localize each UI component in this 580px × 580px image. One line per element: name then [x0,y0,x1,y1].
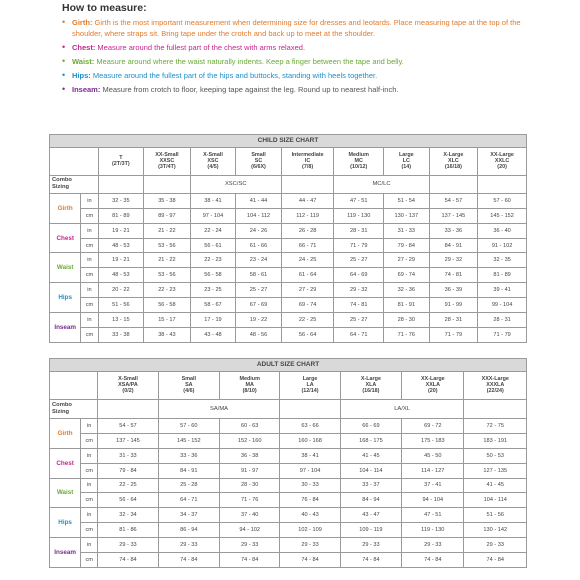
table-cell: 21 - 22 [144,253,191,268]
measure-row-chest-in [50,448,527,463]
table-cell: 26 - 28 [281,223,334,238]
unit-label: cm [81,208,98,223]
combo-empty [281,175,334,193]
instruction-label: Inseam: [72,85,101,94]
table-cell: 57 - 60 [478,193,527,208]
table-cell: 41 - 44 [236,193,282,208]
table-cell: 56 - 58 [190,268,236,283]
table-cell: 28 - 31 [334,223,384,238]
unit-label: cm [81,523,98,538]
table-cell: 24 - 25 [281,253,334,268]
combo-group: XSC/SC [190,175,281,193]
table-cell: 53 - 56 [144,238,191,253]
table-cell: 69 - 72 [402,418,464,433]
table-cell: 25 - 28 [158,478,219,493]
table-cell: 51 - 56 [98,298,144,313]
measure-row-girth-in [50,193,527,208]
measure-label-waist: Waist [50,478,81,508]
size-column-header: Large LA (12/14) [280,371,340,399]
size-column-header: X-Large XLC (16/18) [429,147,478,175]
table-cell: 119 - 130 [402,523,464,538]
table-cell: 31 - 33 [384,223,430,238]
table-cell: 38 - 41 [190,193,236,208]
table-cell: 22 - 25 [98,478,158,493]
table-cell: 36 - 40 [478,223,527,238]
table-cell: 56 - 64 [98,493,158,508]
table-cell: 29 - 33 [402,538,464,553]
table-cell: 58 - 61 [236,268,282,283]
table-cell: 130 - 137 [384,208,430,223]
table-cell: 22 - 23 [144,283,191,298]
table-cell: 56 - 64 [281,328,334,343]
table-cell: 29 - 33 [464,538,527,553]
table-cell: 97 - 104 [280,463,340,478]
combo-empty [98,175,144,193]
table-cell: 13 - 15 [98,313,144,328]
measure-row-inseam-cm [50,328,527,343]
unit-label: in [81,313,98,328]
measure-label-hips: Hips [50,508,81,538]
table-cell: 71 - 76 [220,493,280,508]
table-cell: 29 - 33 [340,538,401,553]
table-cell: 33 - 37 [340,478,401,493]
how-to-measure-section [62,2,532,98]
table-cell: 109 - 119 [340,523,401,538]
combo-group: LA/XL [340,399,464,418]
size-header-blank [50,147,99,175]
table-cell: 81 - 89 [98,208,144,223]
combo-empty [98,399,158,418]
table-cell: 19 - 21 [98,223,144,238]
instruction-label: Chest: [72,43,96,52]
measure-label-inseam: Inseam [50,313,81,343]
unit-label: in [81,478,98,493]
table-cell: 104 - 114 [340,463,401,478]
table-cell: 66 - 69 [340,418,401,433]
table-cell: 33 - 38 [98,328,144,343]
size-column-header: X-Small XSC (4/5) [190,147,236,175]
table-cell: 91 - 99 [429,298,478,313]
table-cell: 81 - 89 [478,268,527,283]
table-cell: 43 - 48 [190,328,236,343]
combo-empty [464,399,527,418]
combo-group: SA/MA [158,399,280,418]
chart-title: ADULT SIZE CHART [50,359,527,372]
table-cell: 27 - 29 [281,283,334,298]
table-cell: 74 - 81 [429,268,478,283]
unit-label: cm [81,298,98,313]
measure-row-waist-in [50,253,527,268]
table-cell: 72 - 75 [464,418,527,433]
measure-row-hips-cm [50,523,527,538]
combo-empty [280,399,340,418]
size-column-header: T (2T/3T) [98,147,144,175]
unit-label: cm [81,493,98,508]
table-cell: 74 - 84 [158,553,219,568]
unit-label: cm [81,268,98,283]
table-cell: 74 - 84 [464,553,527,568]
table-cell: 104 - 114 [464,493,527,508]
combo-empty [478,175,527,193]
instruction-text: Measure around the fullest part of the chest with arms relaxed. [95,43,306,52]
table-cell: 36 - 38 [220,448,280,463]
measure-label-hips: Hips [50,283,81,313]
table-cell: 45 - 50 [402,448,464,463]
table-cell: 29 - 33 [98,538,158,553]
measure-row-inseam-cm [50,553,527,568]
combo-sizing-row [50,399,527,418]
bullet-dot: • [62,70,66,80]
table-cell: 39 - 41 [478,283,527,298]
measure-row-chest-cm [50,238,527,253]
chart-title-row [50,135,527,148]
size-header-row [50,147,527,175]
combo-empty [429,175,478,193]
size-column-header: Medium MA (8/10) [220,371,280,399]
table-cell: 94 - 104 [402,493,464,508]
table-cell: 91 - 102 [478,238,527,253]
table-cell: 84 - 91 [158,463,219,478]
table-cell: 41 - 45 [340,448,401,463]
table-cell: 137 - 145 [429,208,478,223]
table-cell: 61 - 64 [281,268,334,283]
table-cell: 37 - 40 [220,508,280,523]
table-cell: 33 - 36 [158,448,219,463]
measure-row-hips-in [50,283,527,298]
measure-row-waist-in [50,478,527,493]
measure-row-waist-cm [50,268,527,283]
table-cell: 91 - 97 [220,463,280,478]
table-cell: 40 - 43 [280,508,340,523]
table-cell: 71 - 79 [429,328,478,343]
table-cell: 37 - 41 [402,478,464,493]
table-cell: 51 - 54 [384,193,430,208]
table-cell: 23 - 24 [236,253,282,268]
table-cell: 47 - 51 [334,193,384,208]
table-cell: 23 - 25 [190,283,236,298]
unit-label: cm [81,328,98,343]
size-column-header: Small SA (4/6) [158,371,219,399]
table-cell: 22 - 23 [190,253,236,268]
measure-label-girth: Girth [50,193,81,223]
table-cell: 160 - 168 [280,433,340,448]
table-cell: 69 - 74 [384,268,430,283]
table-cell: 79 - 84 [384,238,430,253]
unit-label: in [81,253,98,268]
table-cell: 32 - 35 [98,193,144,208]
table-cell: 32 - 34 [98,508,158,523]
table-cell: 41 - 45 [464,478,527,493]
table-cell: 130 - 142 [464,523,527,538]
table-cell: 86 - 94 [158,523,219,538]
table-cell: 53 - 56 [144,268,191,283]
table-cell: 35 - 38 [144,193,191,208]
combo-group: MC/LC [334,175,429,193]
table-cell: 71 - 79 [478,328,527,343]
table-cell: 94 - 102 [220,523,280,538]
measure-row-hips-cm [50,298,527,313]
table-cell: 58 - 67 [190,298,236,313]
table-cell: 64 - 69 [334,268,384,283]
table-cell: 34 - 37 [158,508,219,523]
instruction-text: Girth is the most important measurement when determining size for dresses and leotards. Place measuring tape at the top of the shoulder, where straps sit. Bring tape under the crotch and back up to meet at the shoulder. [72,18,521,38]
instruction-inseam [62,84,532,95]
size-column-header: XX-Small XXSC (3T/4T) [144,147,191,175]
table-cell: 43 - 47 [340,508,401,523]
unit-label: in [81,508,98,523]
table-cell: 81 - 86 [98,523,158,538]
unit-label: in [81,538,98,553]
table-cell: 60 - 63 [220,418,280,433]
combo-sizing-row [50,175,527,193]
table-cell: 183 - 191 [464,433,527,448]
bullet-dot: • [62,56,66,66]
table-cell: 69 - 74 [281,298,334,313]
table-cell: 29 - 32 [334,283,384,298]
table-cell: 21 - 22 [144,223,191,238]
how-to-measure-title: How to measure: [62,2,147,14]
table-cell: 19 - 21 [98,253,144,268]
table-cell: 104 - 112 [236,208,282,223]
unit-label: cm [81,553,98,568]
table-cell: 76 - 84 [280,493,340,508]
table-cell: 22 - 25 [281,313,334,328]
measure-label-chest: Chest [50,223,81,253]
table-cell: 175 - 183 [402,433,464,448]
size-column-header: Small SC (6/6X) [236,147,282,175]
table-cell: 25 - 27 [334,313,384,328]
measure-row-girth-in [50,418,527,433]
measure-row-girth-cm [50,433,527,448]
table-cell: 64 - 71 [334,328,384,343]
instruction-text: Measure around where the waist naturally indents. Keep a finger between the tape and belly. [94,57,404,66]
combo-sizing-label: Combo Sizing [50,399,98,418]
unit-label: in [81,223,98,238]
table-cell: 74 - 84 [98,553,158,568]
table-cell: 89 - 97 [144,208,191,223]
instruction-chest [62,42,532,53]
table-cell: 48 - 53 [98,268,144,283]
measure-row-girth-cm [50,208,527,223]
size-column-header: Medium MC (10/12) [334,147,384,175]
table-cell: 32 - 36 [384,283,430,298]
table-cell: 66 - 71 [281,238,334,253]
instruction-label: Girth: [72,18,93,27]
table-cell: 28 - 30 [384,313,430,328]
instruction-girth [62,17,532,39]
table-cell: 32 - 35 [478,253,527,268]
unit-label: in [81,283,98,298]
table-cell: 28 - 31 [429,313,478,328]
table-cell: 29 - 33 [280,538,340,553]
table-cell: 71 - 79 [334,238,384,253]
table-cell: 57 - 60 [158,418,219,433]
table-cell: 20 - 22 [98,283,144,298]
table-cell: 127 - 135 [464,463,527,478]
table-cell: 28 - 30 [220,478,280,493]
table-cell: 36 - 39 [429,283,478,298]
table-cell: 74 - 84 [340,553,401,568]
table-cell: 15 - 17 [144,313,191,328]
chart-title-row [50,359,527,372]
table-cell: 38 - 41 [280,448,340,463]
table-cell: 152 - 160 [220,433,280,448]
table-cell: 119 - 130 [334,208,384,223]
unit-label: cm [81,433,98,448]
unit-label: in [81,193,98,208]
table-cell: 50 - 53 [464,448,527,463]
table-cell: 84 - 91 [429,238,478,253]
table-cell: 61 - 66 [236,238,282,253]
measure-label-inseam: Inseam [50,538,81,568]
table-cell: 56 - 61 [190,238,236,253]
chart-title: CHILD SIZE CHART [50,135,527,148]
size-column-header: X-Large XLA (16/18) [340,371,401,399]
table-cell: 145 - 152 [478,208,527,223]
measure-row-chest-cm [50,463,527,478]
table-cell: 24 - 26 [236,223,282,238]
table-cell: 63 - 66 [280,418,340,433]
table-cell: 48 - 56 [236,328,282,343]
table-cell: 56 - 58 [144,298,191,313]
table-cell: 54 - 57 [429,193,478,208]
instruction-label: Waist: [72,57,95,66]
measure-label-waist: Waist [50,253,81,283]
table-cell: 31 - 33 [98,448,158,463]
table-cell: 27 - 29 [384,253,430,268]
table-cell: 168 - 175 [340,433,401,448]
table-cell: 71 - 76 [384,328,430,343]
unit-label: cm [81,238,98,253]
table-cell: 25 - 27 [334,253,384,268]
table-cell: 99 - 104 [478,298,527,313]
measure-row-chest-in [50,223,527,238]
child-size-chart [49,134,527,343]
table-cell: 22 - 24 [190,223,236,238]
measure-instructions-list [62,17,532,95]
instruction-text: Measure around the fullest part of the hips and buttocks, standing with heels together. [90,71,378,80]
table-cell: 54 - 57 [98,418,158,433]
table-cell: 137 - 145 [98,433,158,448]
table-cell: 51 - 56 [464,508,527,523]
size-column-header: X-Small XSA/PA (0/2) [98,371,158,399]
table-cell: 84 - 94 [340,493,401,508]
table-cell: 29 - 32 [429,253,478,268]
table-cell: 145 - 152 [158,433,219,448]
adult-size-chart [49,358,527,568]
table-cell: 44 - 47 [281,193,334,208]
size-column-header: XX-Large XXLC (20) [478,147,527,175]
table-cell: 74 - 84 [402,553,464,568]
measure-label-girth: Girth [50,418,81,448]
table-cell: 17 - 19 [190,313,236,328]
table-cell: 28 - 31 [478,313,527,328]
combo-empty [144,175,191,193]
table-cell: 81 - 91 [384,298,430,313]
table-cell: 38 - 43 [144,328,191,343]
table-cell: 30 - 33 [280,478,340,493]
instruction-hips [62,70,532,81]
unit-label: in [81,448,98,463]
table-cell: 29 - 33 [158,538,219,553]
measure-row-waist-cm [50,493,527,508]
table-cell: 19 - 22 [236,313,282,328]
table-cell: 112 - 119 [281,208,334,223]
size-header-row [50,371,527,399]
bullet-dot: • [62,17,66,27]
table-cell: 79 - 84 [98,463,158,478]
instruction-text: Measure from crotch to floor, keeping tape against the leg. Round up to nearest half-inch. [100,85,399,94]
size-column-header: Large LC (14) [384,147,430,175]
size-column-header: XX-Large XXLA (20) [402,371,464,399]
table-cell: 67 - 69 [236,298,282,313]
table-cell: 74 - 84 [280,553,340,568]
table-cell: 74 - 84 [220,553,280,568]
table-cell: 48 - 53 [98,238,144,253]
table-cell: 114 - 127 [402,463,464,478]
size-header-blank [50,371,98,399]
instruction-label: Hips: [72,71,91,80]
bullet-dot: • [62,84,66,94]
unit-label: cm [81,463,98,478]
combo-sizing-label: Combo Sizing [50,175,99,193]
table-cell: 64 - 71 [158,493,219,508]
table-cell: 29 - 33 [220,538,280,553]
size-column-header: XXX-Large XXXLA (22/24) [464,371,527,399]
unit-label: in [81,418,98,433]
measure-label-chest: Chest [50,448,81,478]
size-column-header: Intermediate IC (7/8) [281,147,334,175]
table-cell: 97 - 104 [190,208,236,223]
instruction-waist [62,56,532,67]
table-cell: 25 - 27 [236,283,282,298]
measure-row-inseam-in [50,538,527,553]
bullet-dot: • [62,42,66,52]
table-cell: 102 - 109 [280,523,340,538]
measure-row-hips-in [50,508,527,523]
table-cell: 74 - 81 [334,298,384,313]
measure-row-inseam-in [50,313,527,328]
table-cell: 47 - 51 [402,508,464,523]
table-cell: 33 - 36 [429,223,478,238]
